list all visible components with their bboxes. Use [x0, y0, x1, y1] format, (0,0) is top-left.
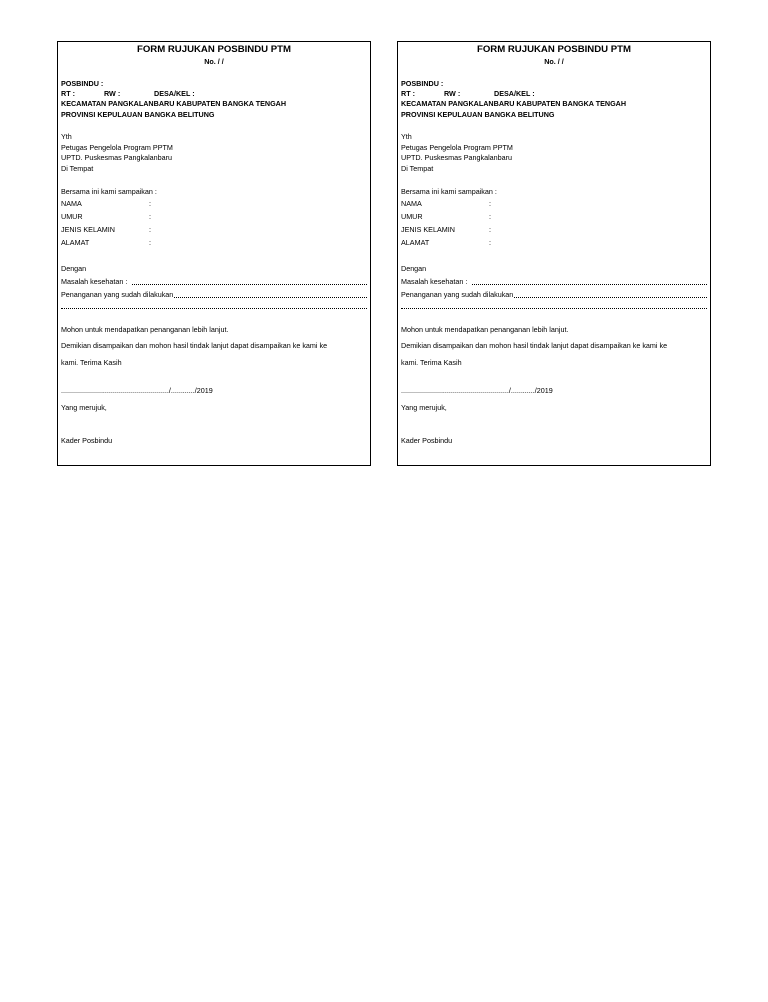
- extra-dotted-line: [401, 308, 707, 309]
- mohon-line: Mohon untuk mendapatkan penanganan lebih lanjut.: [61, 325, 229, 334]
- recipient-line-1: Petugas Pengelola Program PPTM: [61, 143, 173, 152]
- extra-dotted-line: [61, 308, 367, 309]
- demikian-line-1: Demikian disampaikan dan mohon hasil tindak lanjut dapat disampaikan ke kami ke: [61, 341, 328, 350]
- bersama-line: Bersama ini kami sampaikan :: [401, 187, 497, 196]
- masalah-label: Masalah kesehatan :: [61, 277, 128, 286]
- kecamatan-line: KECAMATAN PANGKALANBARU KABUPATEN BANGKA TENGAH: [61, 99, 287, 108]
- masalah-label: Masalah kesehatan :: [401, 277, 468, 286]
- kader-label: Kader Posbindu: [61, 436, 113, 445]
- field-alamat-colon: :: [149, 238, 151, 247]
- field-umur-label: UMUR: [401, 212, 423, 221]
- bersama-line: Bersama ini kami sampaikan :: [61, 187, 157, 196]
- form-title: FORM RUJUKAN POSBINDU PTM: [476, 44, 632, 55]
- masalah-dotted-line: [132, 284, 367, 285]
- yang-merujuk-label: Yang merujuk,: [401, 403, 447, 412]
- field-jenis-kelamin-label: JENIS KELAMIN: [61, 225, 115, 234]
- yang-merujuk-label: Yang merujuk,: [61, 403, 107, 412]
- field-umur-label: UMUR: [61, 212, 83, 221]
- provinsi-line: PROVINSI KEPULAUAN BANGKA BELITUNG: [61, 110, 215, 119]
- field-jenis-kelamin-colon: :: [149, 225, 151, 234]
- referral-form-left: [57, 41, 371, 466]
- form-number-line: No. / /: [544, 57, 564, 66]
- dengan-label: Dengan: [401, 264, 427, 273]
- form-number-line: No. / /: [204, 57, 224, 66]
- yth-label: Yth: [61, 132, 72, 141]
- field-nama-colon: :: [149, 199, 151, 208]
- masalah-dotted-line: [472, 284, 707, 285]
- recipient-line-1: Petugas Pengelola Program PPTM: [401, 143, 513, 152]
- kader-label: Kader Posbindu: [401, 436, 453, 445]
- penanganan-dotted-line: [174, 297, 367, 298]
- date-line: ....................................................../............/2019: [401, 386, 553, 395]
- field-umur-colon: :: [149, 212, 151, 221]
- field-jenis-kelamin-colon: :: [489, 225, 491, 234]
- penanganan-label: Penanganan yang sudah dilakukan: [61, 290, 174, 299]
- rt-label: RT :: [61, 89, 75, 98]
- penanganan-label: Penanganan yang sudah dilakukan: [401, 290, 514, 299]
- field-nama-colon: :: [489, 199, 491, 208]
- posbindu-label: POSBINDU :: [61, 79, 104, 88]
- demikian-line-2: kami. Terima Kasih: [401, 358, 462, 367]
- recipient-line-3: Di Tempat: [401, 164, 434, 173]
- field-alamat-label: ALAMAT: [61, 238, 90, 247]
- rw-label: RW :: [104, 89, 121, 98]
- desa-label: DESA/KEL :: [494, 89, 535, 98]
- posbindu-label: POSBINDU :: [401, 79, 444, 88]
- dengan-label: Dengan: [61, 264, 87, 273]
- date-line: ....................................................../............/2019: [61, 386, 213, 395]
- rt-label: RT :: [401, 89, 415, 98]
- demikian-line-1: Demikian disampaikan dan mohon hasil tindak lanjut dapat disampaikan ke kami ke: [401, 341, 668, 350]
- recipient-line-2: UPTD. Puskesmas Pangkalanbaru: [401, 153, 513, 162]
- penanganan-dotted-line: [514, 297, 707, 298]
- recipient-line-3: Di Tempat: [61, 164, 94, 173]
- field-umur-colon: :: [489, 212, 491, 221]
- field-alamat-colon: :: [489, 238, 491, 247]
- field-alamat-label: ALAMAT: [401, 238, 430, 247]
- referral-form-right: [397, 41, 711, 466]
- mohon-line: Mohon untuk mendapatkan penanganan lebih lanjut.: [401, 325, 569, 334]
- provinsi-line: PROVINSI KEPULAUAN BANGKA BELITUNG: [401, 110, 555, 119]
- field-nama-label: NAMA: [401, 199, 422, 208]
- field-nama-label: NAMA: [61, 199, 82, 208]
- desa-label: DESA/KEL :: [154, 89, 195, 98]
- field-jenis-kelamin-label: JENIS KELAMIN: [401, 225, 455, 234]
- form-title: FORM RUJUKAN POSBINDU PTM: [136, 44, 292, 55]
- rw-label: RW :: [444, 89, 461, 98]
- recipient-line-2: UPTD. Puskesmas Pangkalanbaru: [61, 153, 173, 162]
- kecamatan-line: KECAMATAN PANGKALANBARU KABUPATEN BANGKA TENGAH: [401, 99, 627, 108]
- demikian-line-2: kami. Terima Kasih: [61, 358, 122, 367]
- yth-label: Yth: [401, 132, 412, 141]
